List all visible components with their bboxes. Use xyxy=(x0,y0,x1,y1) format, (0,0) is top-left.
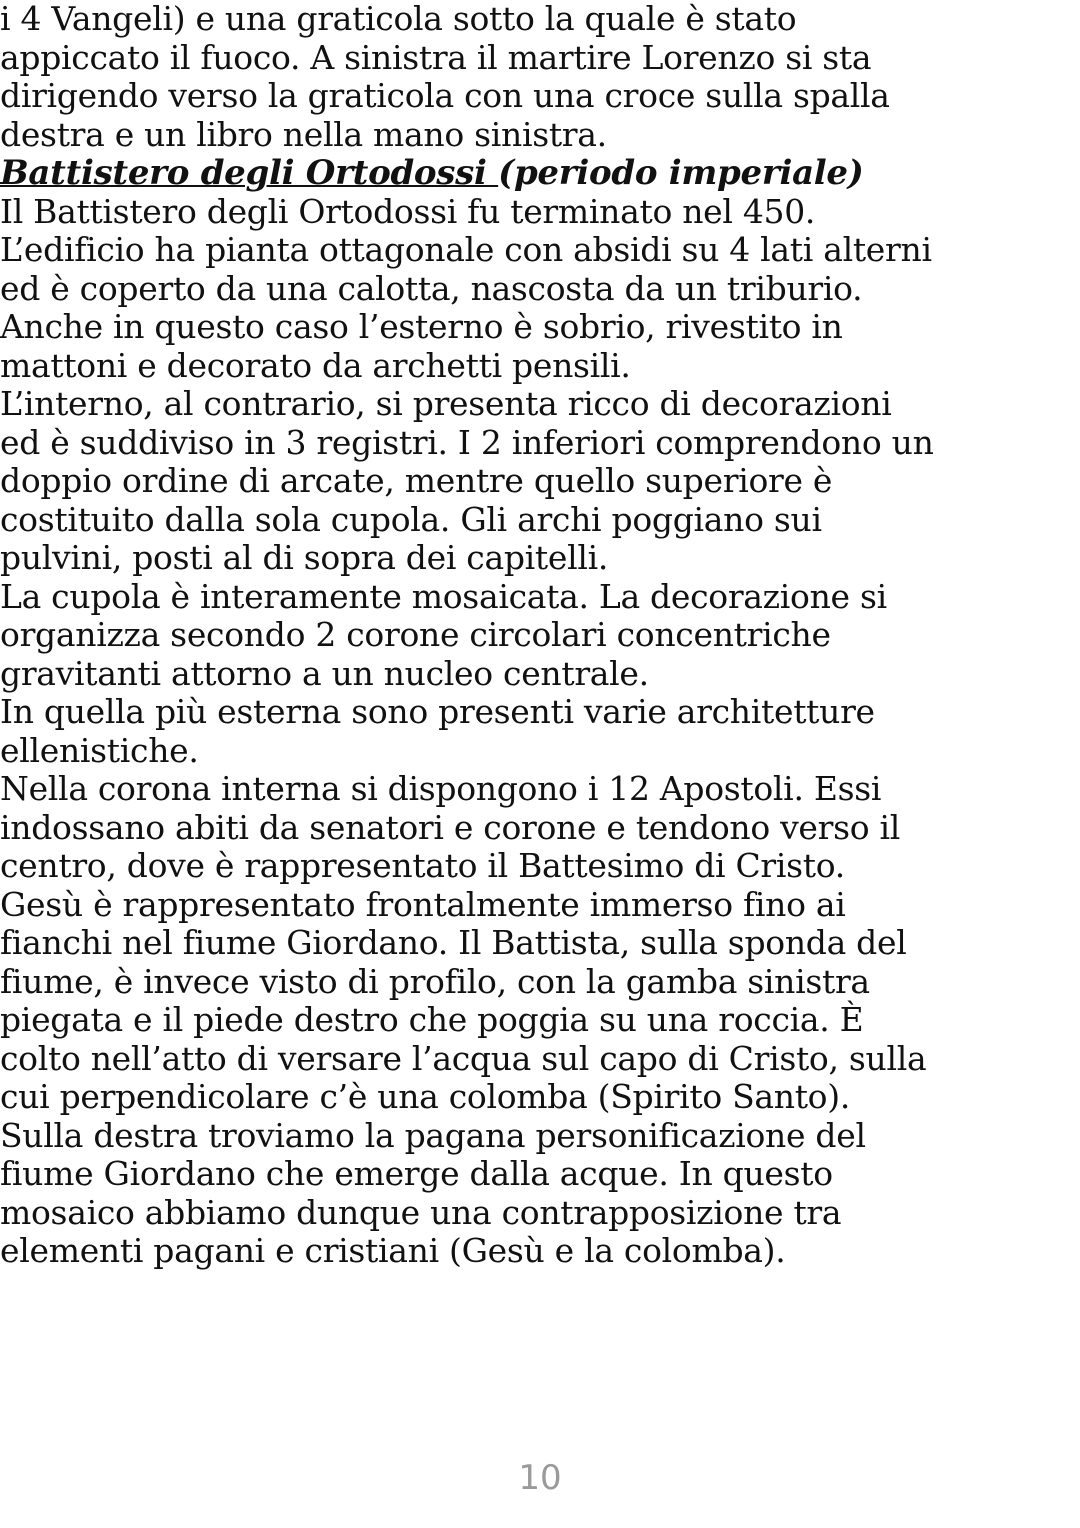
text-line: In quella più esterna sono presenti varie architetture xyxy=(0,692,875,731)
text-line: pulvini, posti al di sopra dei capitelli. xyxy=(0,538,609,577)
text-line: piegata e il piede destro che poggia su una roccia. È xyxy=(0,1000,864,1039)
body-text xyxy=(0,193,1080,1271)
page-number: 10 xyxy=(518,1458,562,1498)
text-line: fiume Giordano che emerge dalla acque. In questo xyxy=(0,1154,833,1193)
text-line: Il Battistero degli Ortodossi fu terminato nel 450. xyxy=(0,191,816,231)
intro-paragraph xyxy=(0,0,1080,154)
text-line: ed è coperto da una calotta, nascosta da un triburio. xyxy=(0,268,863,308)
text-line: Sulla destra troviamo la pagana personificazione del xyxy=(0,1115,866,1155)
text-line: organizza secondo 2 corone circolari concentriche xyxy=(0,615,831,654)
text-line: i 4 Vangeli) e una graticola sotto la quale è stato xyxy=(0,0,797,38)
text-line: appiccato il fuoco. A sinistra il martire Lorenzo si sta xyxy=(0,37,872,77)
text-line: L’edificio ha pianta ottagonale con absidi su 4 lati alterni xyxy=(0,230,932,269)
text-line: mosaico abbiamo dunque una contrapposizione tra xyxy=(0,1192,842,1232)
text-line: destra e un libro nella mano sinistra. xyxy=(0,114,607,154)
heading-title: Battistero degli Ortodossi xyxy=(0,153,499,193)
section-heading xyxy=(0,154,1080,193)
text-line: elementi pagani e cristiani (Gesù e la colomba). xyxy=(0,1231,786,1270)
text-line: doppio ordine di arcate, mentre quello superiore è xyxy=(0,461,833,500)
text-line: mattoni e decorato da archetti pensili. xyxy=(0,345,631,385)
text-line: fiume, è invece visto di profilo, con la gamba sinistra xyxy=(0,961,870,1001)
heading-period: (periodo imperiale) xyxy=(498,153,864,193)
text-line: Nella corona interna si dispongono i 12 Apostoli. Essi xyxy=(0,769,882,808)
text-line: Gesù è rappresentato frontalmente immerso fino ai xyxy=(0,884,846,924)
text-line: ed è suddiviso in 3 registri. I 2 inferiori comprendono un xyxy=(0,422,934,462)
text-line: dirigendo verso la graticola con una croce sulla spalla xyxy=(0,76,890,115)
text-line: indossano abiti da senatori e corone e tendono verso il xyxy=(0,807,901,847)
text-line: colto nell’atto di versare l’acqua sul capo di Cristo, sulla xyxy=(0,1038,927,1078)
text-line: fianchi nel fiume Giordano. Il Battista, sulla sponda del xyxy=(0,923,907,962)
text-line: costituito dalla sola cupola. Gli archi poggiano sui xyxy=(0,499,822,539)
text-line: ellenistiche. xyxy=(0,730,199,770)
text-line: centro, dove è rappresentato il Battesimo di Cristo. xyxy=(0,846,845,885)
text-line: cui perpendicolare c’è una colomba (Spirito Santo). xyxy=(0,1077,851,1116)
text-line: La cupola è interamente mosaicata. La decorazione si xyxy=(0,576,887,616)
text-line: gravitanti attorno a un nucleo centrale. xyxy=(0,653,649,693)
text-line: Anche in questo caso l’esterno è sobrio, rivestito in xyxy=(0,307,843,346)
text-line: L’interno, al contrario, si presenta ricco di decorazioni xyxy=(0,384,892,423)
